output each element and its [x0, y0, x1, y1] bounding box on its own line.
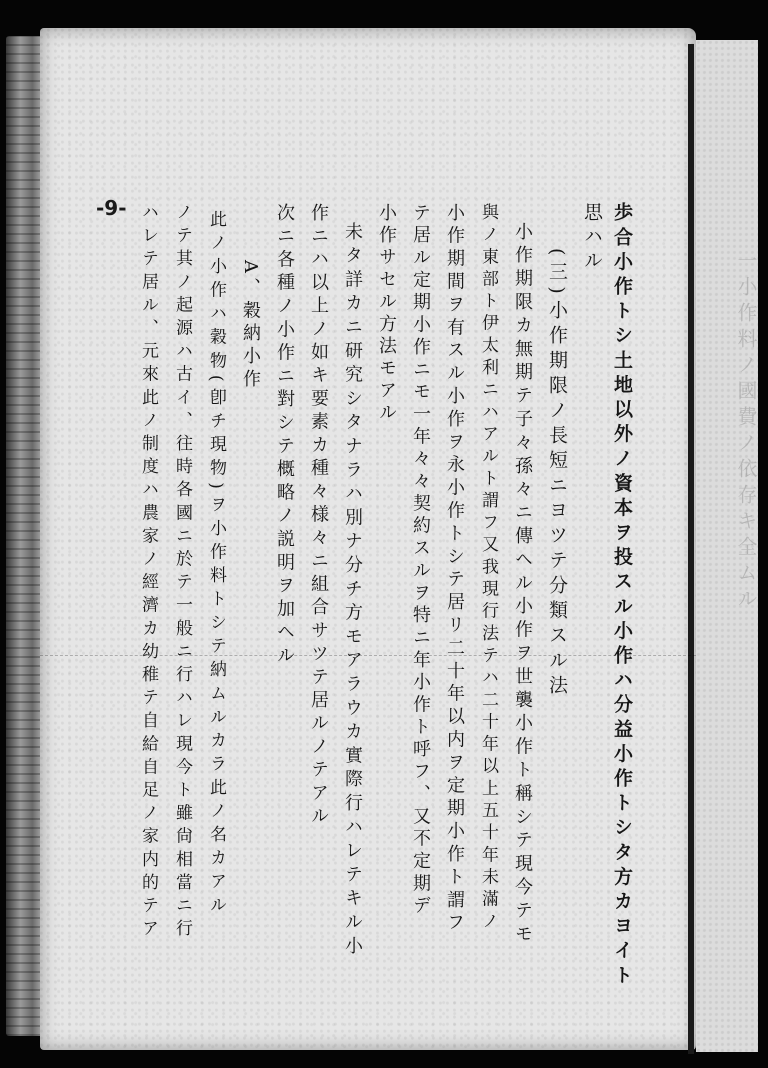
text-column-2: 思ハル — [581, 202, 603, 274]
text-column-10: 作ニハ以上ノ如キ要素カ種々様々ニ組合サツテ居ルノテアル — [308, 203, 329, 830]
binding-line — [688, 44, 694, 1054]
text-column-13: 此ノ小作ハ穀物(卽チ現物)ヲ小作料トシテ納ムルカラ此ノ名カアル — [206, 210, 226, 920]
text-column-12: A、穀納小作 — [240, 260, 261, 392]
text-column-1: 歩合小作トシ土地以外ノ資本ヲ投スル小作ハ分益小作トシタ方カヨイト — [611, 202, 633, 990]
bleed-through-text: 一小作料ノ國費ノ依存キ全ムル — [734, 250, 758, 614]
text-column-6: 小作期間ヲ有スル小作ヲ永小作トシテ居リ二十年以内ヲ定期小作ト謂フ — [444, 203, 465, 936]
text-column-14: ノテ其ノ起源ハ古イ、往時各國ニ於テ一般ニ行ハレ現今ト雖尙相當ニ行 — [172, 203, 192, 943]
text-column-7: テ居ル定期小作ニモ一年々々契約スルヲ特ニ年小作ト呼フ、又不定期デ — [410, 203, 431, 919]
page-marker: -9- — [96, 196, 127, 220]
text-column-8: 小作サセル方法モアル — [376, 203, 397, 425]
text-column-15: ハレテ居ル、元來此ノ制度ハ農家ノ經濟カ幼稚テ自給自足ノ家内的テア — [138, 203, 158, 943]
text-column-3: (三)小作期限ノ長短ニヨツテ分類スル法 — [546, 248, 568, 700]
text-column-5: 與ノ東部ト伊太利ニハアルト謂フ又我現行法テハ二十年以上五十年未滿ノ — [478, 203, 498, 934]
text-column-11: 次ニ各種ノ小作ニ對シテ概略ノ説明ヲ加ヘル — [274, 203, 295, 669]
text-column-4: 小作期限カ無期テ子々孫々ニ傳ヘル小作ヲ世襲小作ト稱シテ現今テモ — [512, 222, 533, 948]
text-column-9: 未タ詳カニ研究シタナラハ別ナ分チ方モアラウカ實際行ハレテキル小 — [342, 222, 363, 960]
